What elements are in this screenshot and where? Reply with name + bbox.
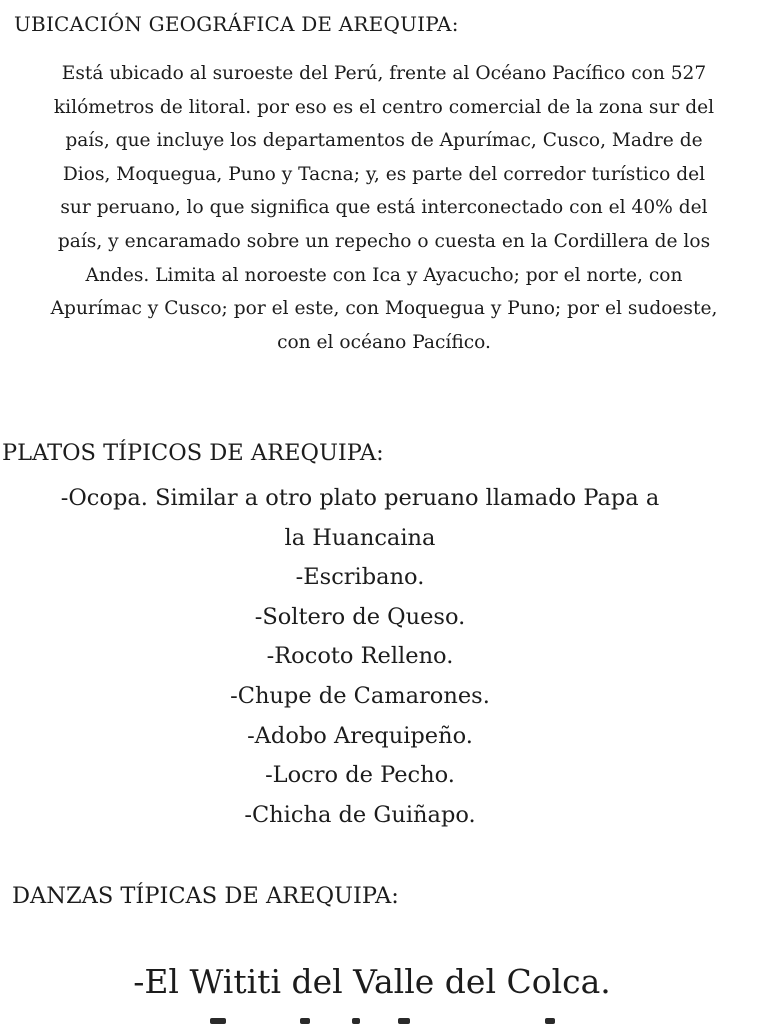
list-item: la Huancaina [284,524,436,551]
cut-off-glyph [300,1018,310,1024]
paragraph-line: país, que incluye los departamentos de Apurímac, Cusco, Madre de [65,130,703,152]
list-item: -Locro de Pecho. [265,762,455,789]
paragraph-line: Está ubicado al suroeste del Perú, frente al Océano Pacífico con 527 [61,63,707,84]
danza-item: -El Wititi del Valle del Colca. [133,962,611,1001]
paragraph-line: Andes. Limita al noroeste con Ica y Ayacucho; por el norte, con [85,264,683,286]
danzas-heading: DANZAS TÍPICAS DE AREQUIPA: [12,883,399,909]
paragraph-line: Dios, Moquegua, Puno y Tacna; y, es parte del corredor turístico del [62,163,706,185]
paragraph-line: país, y encaramado sobre un repecho o cuesta en la Cordillera de los [57,230,711,252]
list-item: -Chupe de Camarones. [230,682,490,709]
paragraph-line: con el océano Pacífico. [277,331,491,353]
cut-off-glyph [398,1018,410,1024]
platos-heading: PLATOS TÍPICOS DE AREQUIPA: [2,440,384,466]
cut-off-glyph [545,1018,555,1024]
ubicacion-heading: UBICACIÓN GEOGRÁFICA DE AREQUIPA: [14,12,459,36]
cut-off-glyph [352,1018,360,1024]
platos-list [0,479,720,835]
list-item: -Soltero de Queso. [254,603,466,630]
list-item: -Ocopa. Similar a otro plato peruano llamado Papa a [60,485,660,511]
paragraph-line: kilómetros de litoral. por eso es el centro comercial de la zona sur del [53,96,715,118]
paragraph-line: sur peruano, lo que significa que está interconectado con el 40% del [60,197,708,219]
list-item: -Adobo Arequipeño. [247,722,473,749]
ubicacion-paragraph [4,57,764,359]
list-item: -Chicha de Guiñapo. [244,801,476,828]
cut-off-text-line [0,1017,768,1024]
list-item: -Rocoto Relleno. [266,643,454,670]
list-item: -Escribano. [295,564,425,591]
paragraph-line: Apurímac y Cusco; por el este, con Moquegua y Puno; por el sudoeste, [50,298,718,320]
cut-off-glyph [210,1018,226,1024]
